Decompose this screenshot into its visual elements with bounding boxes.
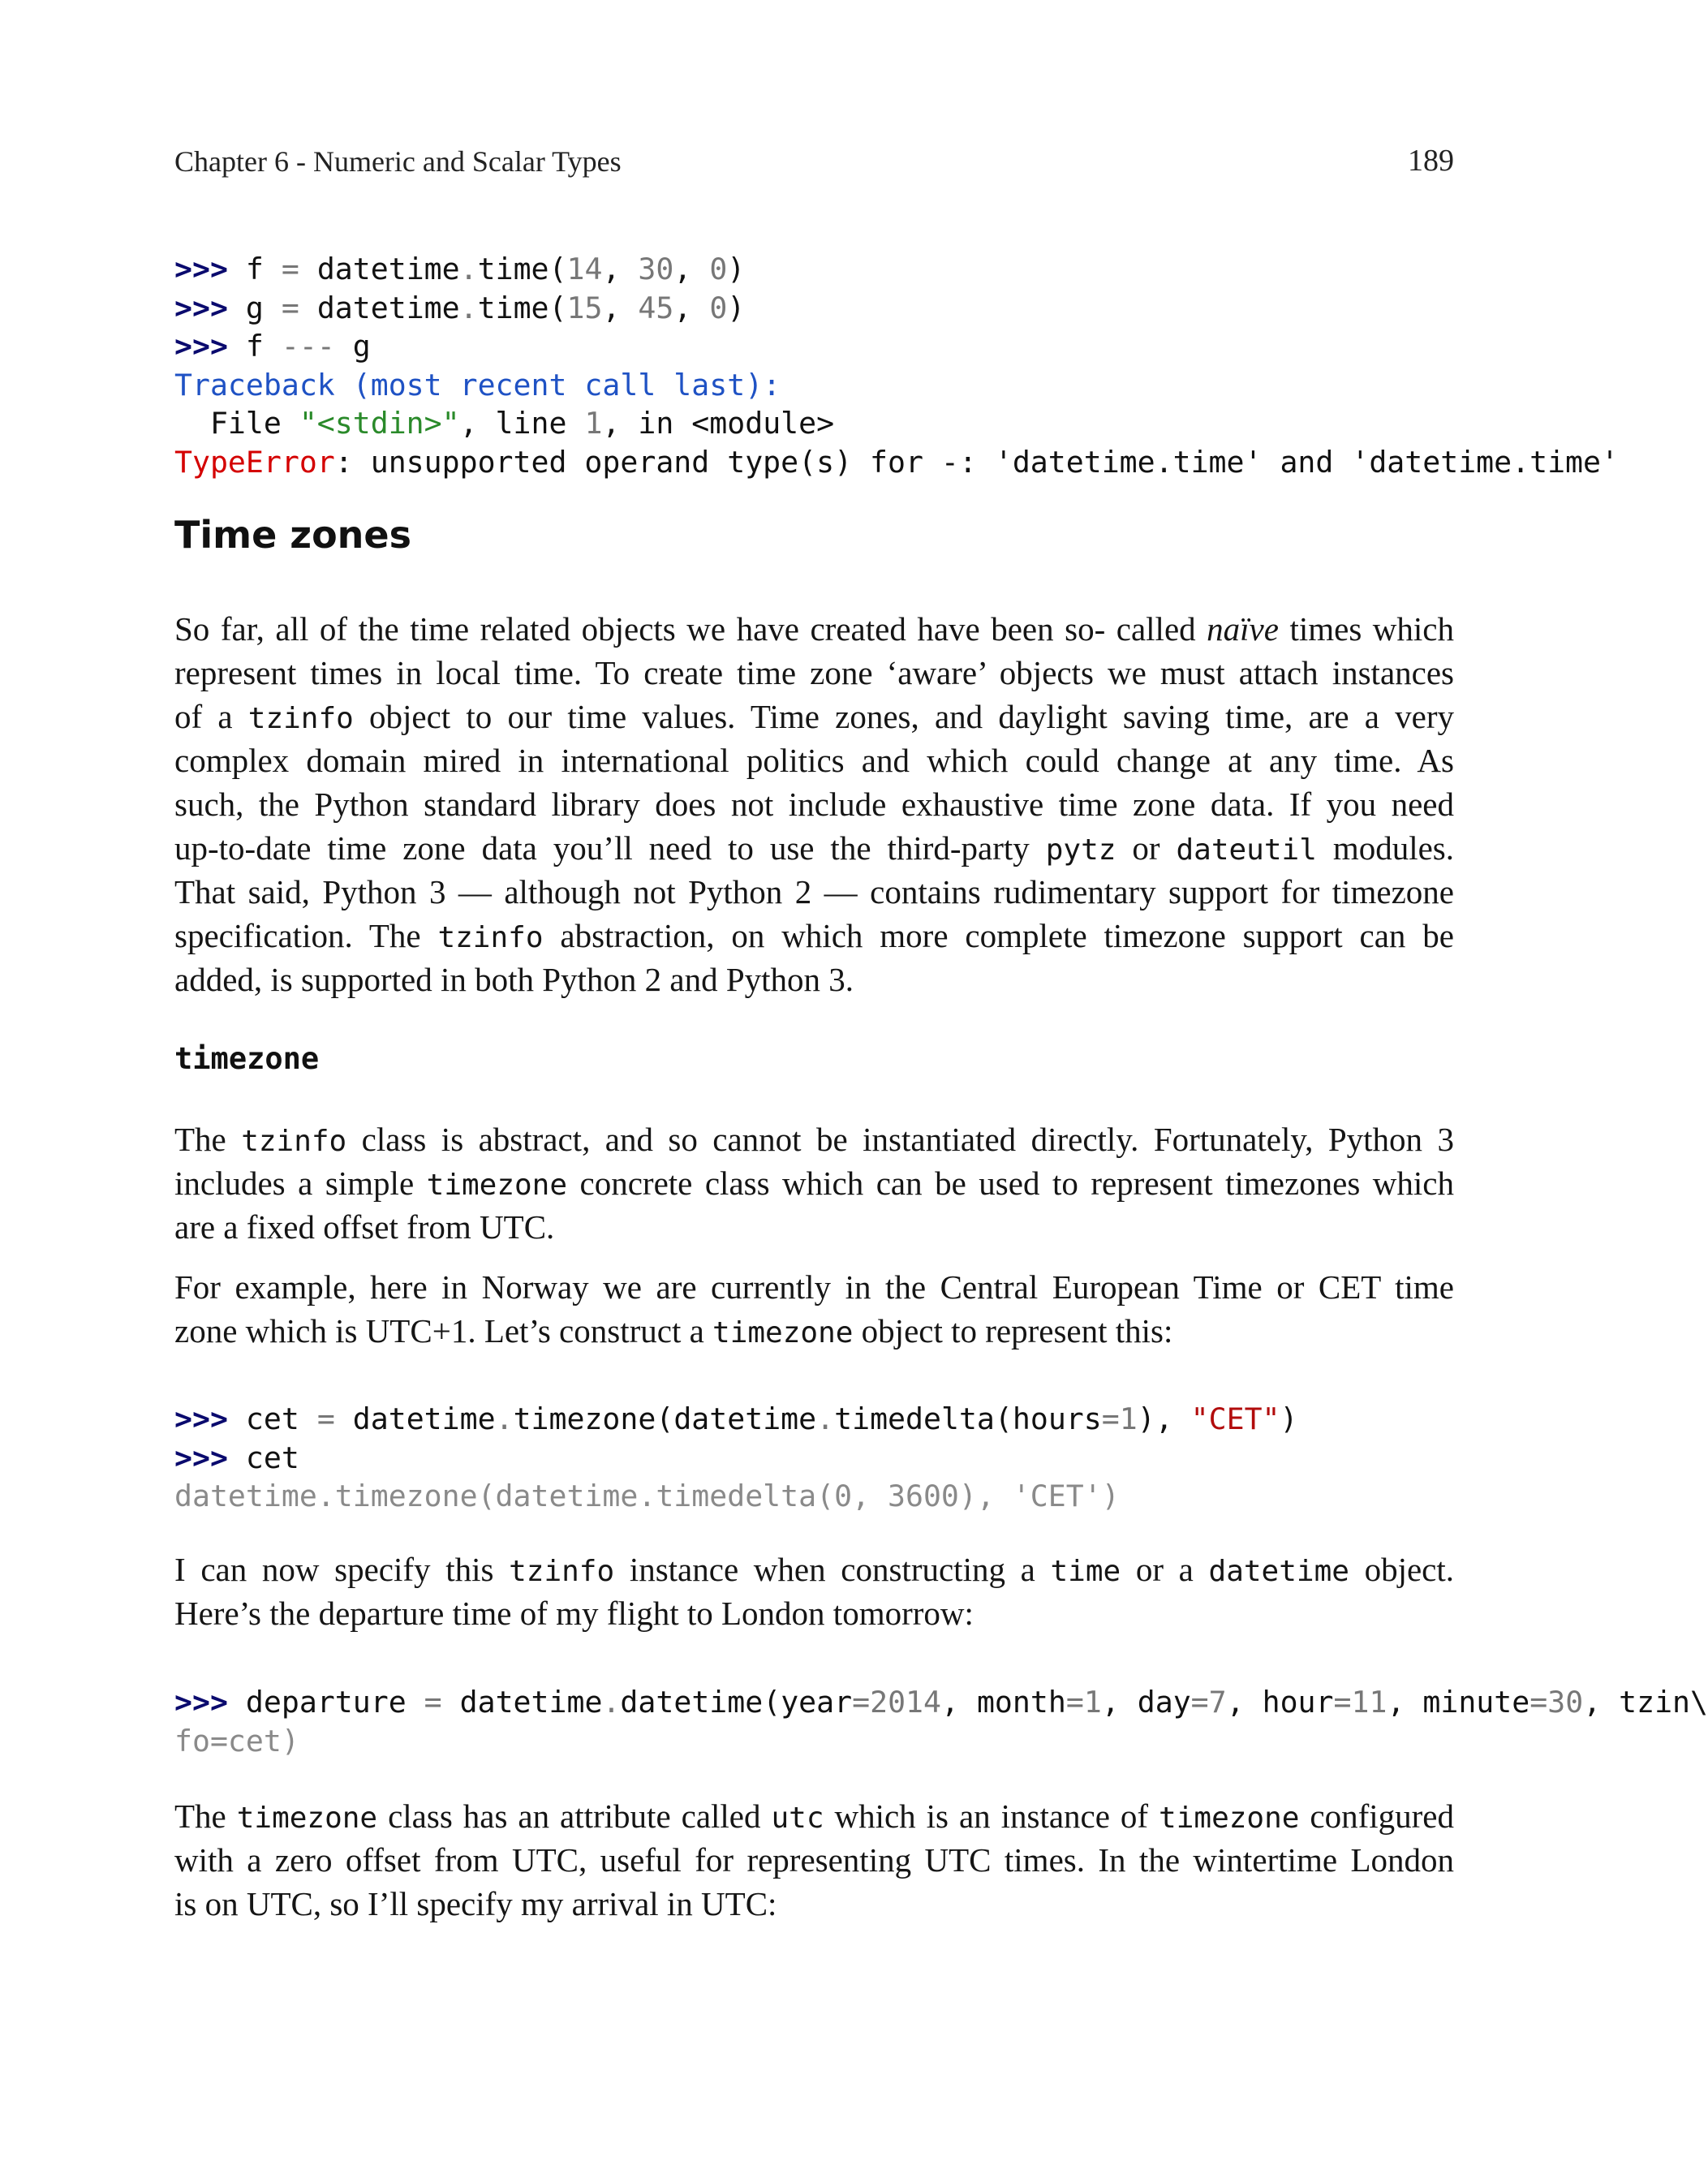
text-line: with a zero offset from UTC, useful for representing UTC times. In the wintertime London: [174, 1841, 1454, 1879]
text-line: includes a simple timezone concrete class which can be used to represent timezones which: [174, 1164, 1454, 1202]
code-line: >>> g = datetime.time(15, 45, 0): [174, 290, 746, 325]
text-line: such, the Python standard library does not include exhaustive time zone data. If you need: [174, 786, 1454, 823]
paragraph-utc-attribute: [174, 1794, 1454, 1926]
chapter-title: Chapter 6 - Numeric and Scalar Types: [174, 145, 622, 178]
text-line: is on UTC, so I’ll specify my arrival in UTC:: [174, 1885, 777, 1922]
traceback-line: Traceback (most recent call last):: [174, 367, 781, 402]
text-line: are a fixed offset from UTC.: [174, 1208, 555, 1246]
text-line: For example, here in Norway we are currently in the Central European Time or CET time: [174, 1268, 1454, 1306]
code-continuation-line: fo=cet): [174, 1723, 299, 1759]
paragraph-timezone-class: [174, 1117, 1454, 1249]
text-line: zone which is UTC+1. Let’s construct a timezone object to represent this:: [174, 1312, 1173, 1350]
code-line: >>> cet = datetime.timezone(datetime.timedelta(hours=1), "CET"): [174, 1401, 1298, 1436]
code-line: >>> f = datetime.time(14, 30, 0): [174, 252, 746, 286]
code-block-cet-timezone: [174, 1400, 1298, 1516]
text-line: complex domain mired in international politics and which could change at any time. As: [174, 742, 1454, 779]
paragraph-time-zones-intro: [174, 607, 1454, 1001]
text-line: up-to-date time zone data you’ll need to use the third-party pytz or dateutil modules.: [174, 829, 1455, 867]
subsection-heading: timezone: [174, 1041, 320, 1076]
code-line: >>> f --- g: [174, 329, 371, 364]
code-block-departure: [174, 1683, 1708, 1760]
text-line: That said, Python 3 — although not Python 2 — contains rudimentary support for timezone: [174, 873, 1454, 910]
code-output-line: datetime.timezone(datetime.timedelta(0, 3600), 'CET'): [174, 1479, 1120, 1513]
code-line: >>> cet: [174, 1440, 299, 1475]
code-line: >>> departure = datetime.datetime(year=2014, month=1, day=7, hour=11, minute=30, tzin\: [174, 1685, 1708, 1720]
section-heading: Time zones: [174, 513, 411, 557]
text-line: So far, all of the time related objects we have created have been so- called naïve times which: [174, 610, 1454, 648]
paragraph-tzinfo-instance: [174, 1548, 1454, 1635]
text-line: represent times in local time. To create time zone ‘aware’ objects we must attach instances: [174, 654, 1454, 691]
error-type: TypeError: [174, 444, 335, 480]
error-line: TypeError: unsupported operand type(s) for -: 'datetime.time' and 'datetime.time': [174, 444, 1619, 480]
page-number: 189: [1408, 144, 1454, 178]
text-line: specification. The tzinfo abstraction, on which more complete timezone support can be: [174, 917, 1454, 954]
running-header: [174, 140, 1454, 185]
text-line: The tzinfo class is abstract, and so cannot be instantiated directly. Fortunately, Python 3: [174, 1121, 1454, 1158]
text-line: Here’s the departure time of my flight to London tomorrow:: [174, 1595, 974, 1632]
text-line: I can now specify this tzinfo instance when constructing a time or a datetime object.: [174, 1551, 1455, 1588]
code-block-time-subtraction: [174, 250, 1619, 481]
paragraph-norway-example: [174, 1265, 1454, 1353]
text-line: added, is supported in both Python 2 and Python 3.: [174, 961, 854, 998]
text-line: The timezone class has an attribute called utc which is an instance of timezone configured: [174, 1797, 1454, 1835]
text-line: of a tzinfo object to our time values. Time zones, and daylight saving time, are a very: [174, 698, 1454, 735]
traceback-file-line: File "<stdin>", line 1, in <module>: [174, 406, 835, 441]
